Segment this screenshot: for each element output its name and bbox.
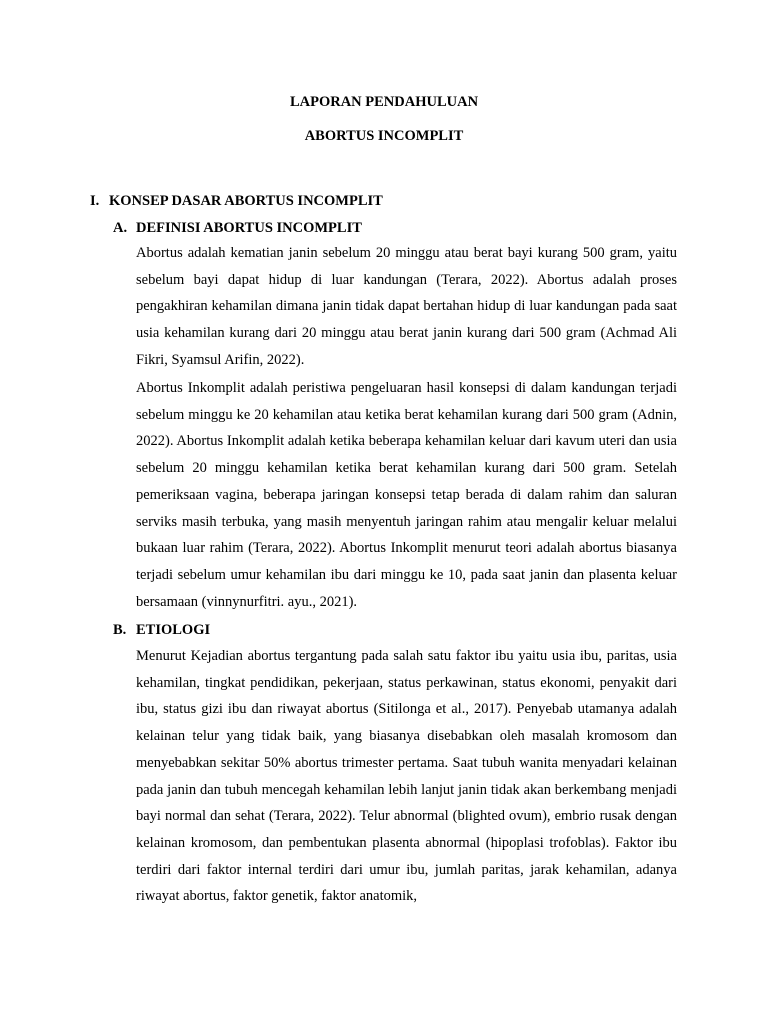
section-heading <box>90 192 383 210</box>
subsection-heading-a <box>113 219 362 237</box>
subsection-number-a: A. <box>113 220 128 236</box>
paragraph-definisi-2: Abortus Inkomplit adalah peristiwa pengeluaran hasil konsepsi di dalam kandungan terjadi sebelum minggu ke 20 kehamilan atau ketika berat kehamilan kurang dari 500 gram (Adnin, 2022). Abortus Inkomplit adalah ketika beberapa kehamilan keluar dari kavum uteri dan usia sebelum 20 minggu kehamilan ketika berat kehamilan kurang dari 500 gram. Setelah pemeriksaan vagina, beberapa jaringan konsepsi tetap berada di dalam rahim dan saluran serviks masih terbuka, yang masih menyentuh jaringan rahim atau mengalir keluar melalui bukaan luar rahim (Terara, 2022). Abortus Inkomplit menurut teori adalah abortus biasanya terjadi sebelum umur kehamilan ibu dari minggu ke 10, pada saat janin dan plasenta keluar bersamaan (vinnynurfitri. ayu., 2021). <box>136 380 677 610</box>
section-heading-text: KONSEP DASAR ABORTUS INCOMPLIT <box>109 193 383 209</box>
subsection-heading-b <box>113 621 210 639</box>
subsection-heading-a-text: DEFINISI ABORTUS INCOMPLIT <box>136 220 362 236</box>
document-subtitle: ABORTUS INCOMPLIT <box>304 128 464 144</box>
document-title: LAPORAN PENDAHULUAN <box>289 94 479 110</box>
paragraph-etiologi-1: Menurut Kejadian abortus tergantung pada salah satu faktor ibu yaitu usia ibu, paritas, usia kehamilan, tingkat pendidikan, pekerjaan, status perkawinan, status ekonomi, penyakit dari ibu, status gizi ibu dan riwayat abortus (Sitilonga et al., 2017). Penyebab utamanya adalah kelainan telur yang tidak baik, yang biasanya disebabkan oleh masalah kromosom dan menyebabkan sekitar 50% abortus trimester pertama. Saat tubuh wanita menyadari kelainan pada janin dan tubuh mencegah kehamilan lebih lanjut janin tidak akan berkembang menjadi bayi normal dan sehat (Terara, 2022). Telur abnormal (blighted ovum), embrio rusak dengan kelainan kromosom, dan pembentukan plasenta abnormal (hipoplasi trofoblas). Faktor ibu terdiri dari faktor internal terdiri dari umur ibu, jumlah paritas, jarak kehamilan, adanya riwayat abortus, faktor genetik, faktor anatomik, <box>136 648 677 905</box>
paragraph-definisi-1: Abortus adalah kematian janin sebelum 20 minggu atau berat bayi kurang 500 gram, yaitu sebelum bayi dapat hidup di luar kandungan (Terara, 2022). Abortus adalah proses pengakhiran kehamilan dimana janin tidak dapat bertahan hidup di luar kandungan pada saat usia kehamilan kurang dari 20 minggu atau berat janin kurang dari 500 gram (Achmad Ali Fikri, Syamsul Arifin, 2022). <box>136 245 677 368</box>
section-number: I. <box>90 193 100 209</box>
subsection-number-b: B. <box>113 622 127 638</box>
subsection-heading-b-text: ETIOLOGI <box>136 622 211 638</box>
